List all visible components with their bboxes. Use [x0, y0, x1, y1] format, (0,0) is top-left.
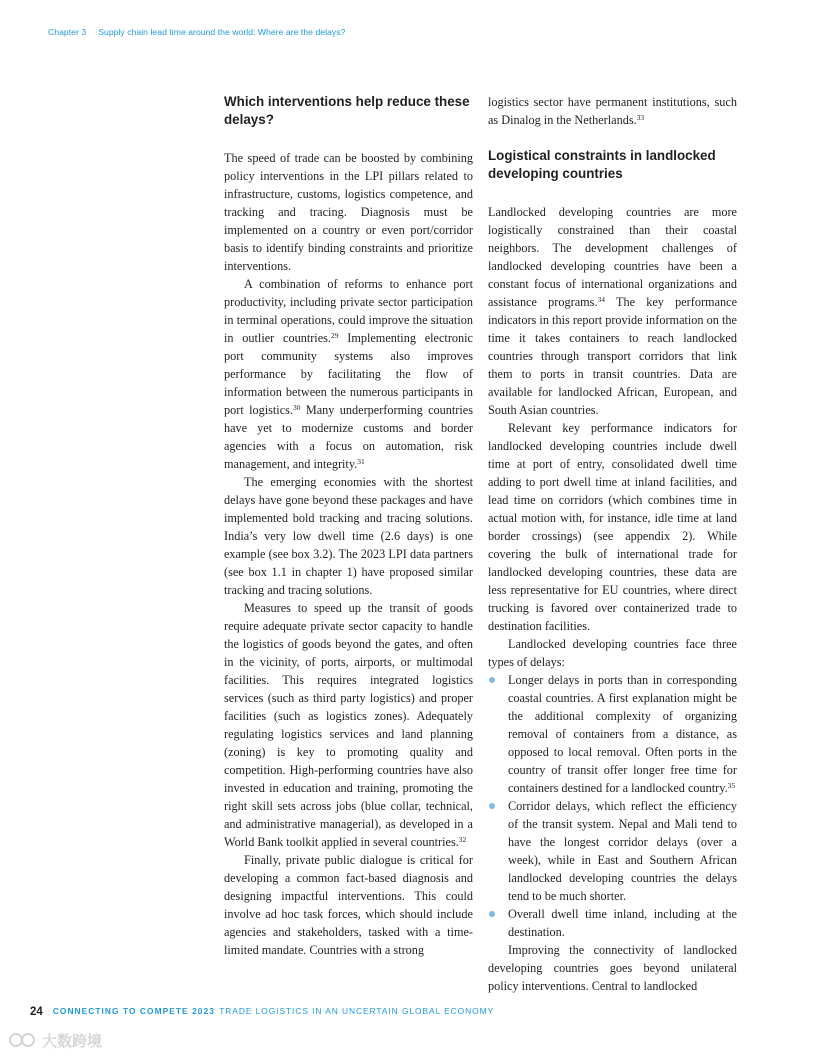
footnote-ref: 35 — [727, 781, 736, 790]
chapter-label: Chapter 3 — [48, 27, 87, 37]
list-item: Corridor delays, which reflect the efficiency of the transit system. Nepal and Mali tend to have the longest corridor delays (over a week), while in East and Southern African landlocked developing countries the delays tend to be much shorter. — [488, 797, 737, 905]
paragraph: Finally, private public dialogue is critical for developing a common fact-based diagnosis and designing impactful interventions. This could involve ad hoc task forces, which should include agencies and stakeholders, tasked with a time-limited mandate. Countries with a strong — [224, 853, 473, 957]
paragraph: Relevant key performance indicators for landlocked developing countries include dwell time at port of entry, consolidated dwell time adding to port dwell time at inland facilities, and lead time on corridors (which combines time in actual motion with, for instance, idle time at land border crossings) (see appendix 2). While covering the bulk of international trade for landlocked developing countries, these data are less representative for EU countries, where direct trucking is favored over containerized trade to destination facilities. — [488, 421, 737, 633]
left-column — [224, 93, 473, 959]
bullet-icon — [489, 803, 495, 809]
bullet-icon — [489, 911, 495, 917]
paragraph: Measures to speed up the transit of goods require adequate private sector capacity to handle the logistics of goods beyond the gates, and often in the vicinity, of ports, airports, or multimodal facilities. This requires integrated logistics services (such as third party logistics) and proper facilities (such as logistics zones). Adequately regulating logistics services and land planning (zoning) is key to promoting quality and competition. High-performing countries have also invested in education and training, promoting the right skill sets across jobs (blue collar, technical, and administrative managerial), as developed in a World Bank toolkit applied in several countries.$^{32}$ — [224, 601, 473, 849]
watermark — [8, 1030, 112, 1050]
page-footer — [30, 1006, 494, 1018]
right-column — [488, 93, 737, 995]
paragraph: Improving the connectivity of landlocked developing countries goes beyond unilateral policy interventions. Central to landlocked — [488, 943, 737, 993]
delay-types-list — [488, 671, 737, 941]
watermark-text: 大数跨境 — [42, 1031, 103, 1050]
footnote-ref: 31 — [357, 457, 365, 466]
watermark-logo-icon — [8, 1032, 38, 1048]
report-series: CONNECTING TO COMPETE 2023 — [52, 1006, 215, 1016]
paragraph: The emerging economies with the shortest delays have gone beyond these packages and have implemented bold tracking and tracing solutions. India’s very low dwell time (2.6 days) is one example (see box 3.2). The 2023 LPI data partners (see box 1.1 in chapter 1) have proposed similar tracking and tracing solutions. — [224, 475, 473, 597]
paragraph: A combination of reforms to enhance port productivity, including private sector participation in terminal operations, could improve the situation in outlier countries.$^{29}$ Implementing electronic port community systems also improves performance by facilitating the flow of information between the numerous participants in port logistics.$^{30}$ Many underperforming countries have yet to modernize customs and border agencies with a focus on automation, risk management, and integrity.$^{31}$ — [224, 277, 473, 471]
footnote-ref: 30 — [292, 403, 301, 412]
footnote-ref: 33 — [636, 113, 645, 122]
report-subtitle: TRADE LOGISTICS IN AN UNCERTAIN GLOBAL ECONOMY — [219, 1006, 495, 1016]
paragraph: The speed of trade can be boosted by combining policy interventions in the LPI pillars related to infrastructure, customs, logistics competence, and tracking and tracing. Diagnosis must be implemented on a country or even port/corridor basis to identify binding constraints and prioritize interventions. — [224, 151, 473, 273]
bullet-icon — [489, 677, 495, 683]
paragraph-continuation: logistics sector have permanent institutions, such as Dinalog in the Netherlands.$^{33}$ — [488, 95, 737, 127]
section-heading-landlocked: Logistical constraints in landlocked developing countries — [488, 148, 716, 181]
footnote-ref: 29 — [330, 331, 339, 340]
running-head — [48, 27, 345, 37]
paragraph: Landlocked developing countries face three types of delays: — [488, 637, 737, 669]
section-heading-interventions: Which interventions help reduce these delays? — [224, 94, 470, 127]
page-number: 24 — [30, 1006, 43, 1018]
footnote-ref: 32 — [458, 835, 467, 844]
chapter-title: Supply chain lead time around the world: Where are the delays? — [98, 27, 346, 37]
list-item: Longer delays in ports than in corresponding coastal countries. A first explanation might be the additional complexity of organizing removal of containers from a distance, as opposed to local removal. Often ports in the country of transit offer longer free time for containers destined for a landlocked country.$^{35}$ — [488, 671, 737, 797]
paragraph: Landlocked developing countries are more logistically constrained than their coastal neighbors. The development challenges of landlocked developing countries have been a constant focus of international organizations and assistance programs.$^{34}$ The key performance indicators in this report provide information on the time it takes containers to reach landlocked countries through transport corridors that link them to ports in transit countries. Data are available for landlocked African, European, and South Asian countries. — [488, 205, 738, 417]
footnote-ref: 34 — [597, 295, 606, 304]
list-item: Overall dwell time inland, including at the destination. — [488, 905, 737, 941]
